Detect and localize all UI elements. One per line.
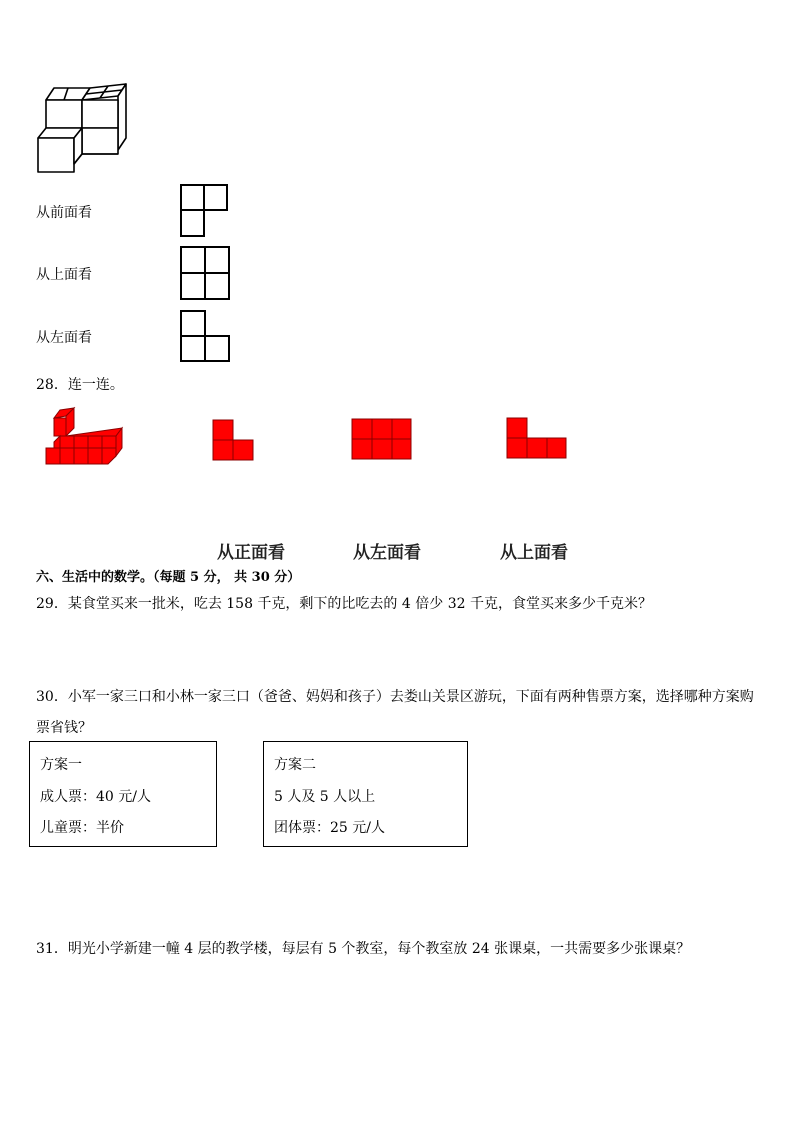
q28-label-top: 从上面看 — [500, 543, 568, 563]
q31-question: 31．明光小学新建一幢 4 层的教学楼，每层有 5 个教室，每个教室放 24 张课桌，一共需要多少张课桌？ — [36, 941, 691, 957]
q28-label-left: 从左面看 — [353, 543, 421, 563]
q30-question-line2: 票省钱？ — [36, 720, 92, 736]
plan2-condition: 5 人及 5 人以上 — [274, 789, 376, 805]
left-view-grid — [180, 310, 232, 364]
q28-title: 28．连一连。 — [36, 377, 124, 393]
plan2-title: 方案二 — [274, 757, 316, 773]
q28-label-front: 从正面看 — [217, 543, 285, 563]
plan1-adult-price: 成人票：40 元/人 — [40, 789, 151, 805]
q30-question-line1: 30．小军一家三口和小林一家三口（爸爸、妈妈和孩子）去娄山关景区游玩，下面有两种售票方案，选择哪种方案购 — [36, 689, 754, 705]
left-view-label: 从左面看 — [36, 330, 92, 346]
q28-shape-c — [506, 417, 568, 459]
plan2-group-price: 团体票：25 元/人 — [274, 820, 385, 836]
section-heading: 六、生活中的数学。（每题 5 分， 共 30 分） — [36, 570, 301, 585]
plan1-box — [29, 741, 217, 847]
plan1-title: 方案一 — [40, 757, 82, 773]
front-view-grid — [180, 184, 230, 238]
top-view-grid — [180, 246, 232, 302]
q28-shape-a — [212, 419, 256, 461]
plan2-box — [263, 741, 468, 847]
plan1-child-price: 儿童票：半价 — [40, 820, 124, 836]
q28-shape-b — [351, 418, 413, 460]
top-view-label: 从上面看 — [36, 267, 92, 283]
front-view-label: 从前面看 — [36, 205, 92, 221]
q27-cube-figure — [38, 80, 130, 176]
q29-question: 29．某食堂买来一批米，吃去 158 千克，剩下的比吃去的 4 倍少 32 千克，食堂买来多少千克米？ — [36, 596, 652, 612]
q28-red-solid — [46, 406, 126, 468]
